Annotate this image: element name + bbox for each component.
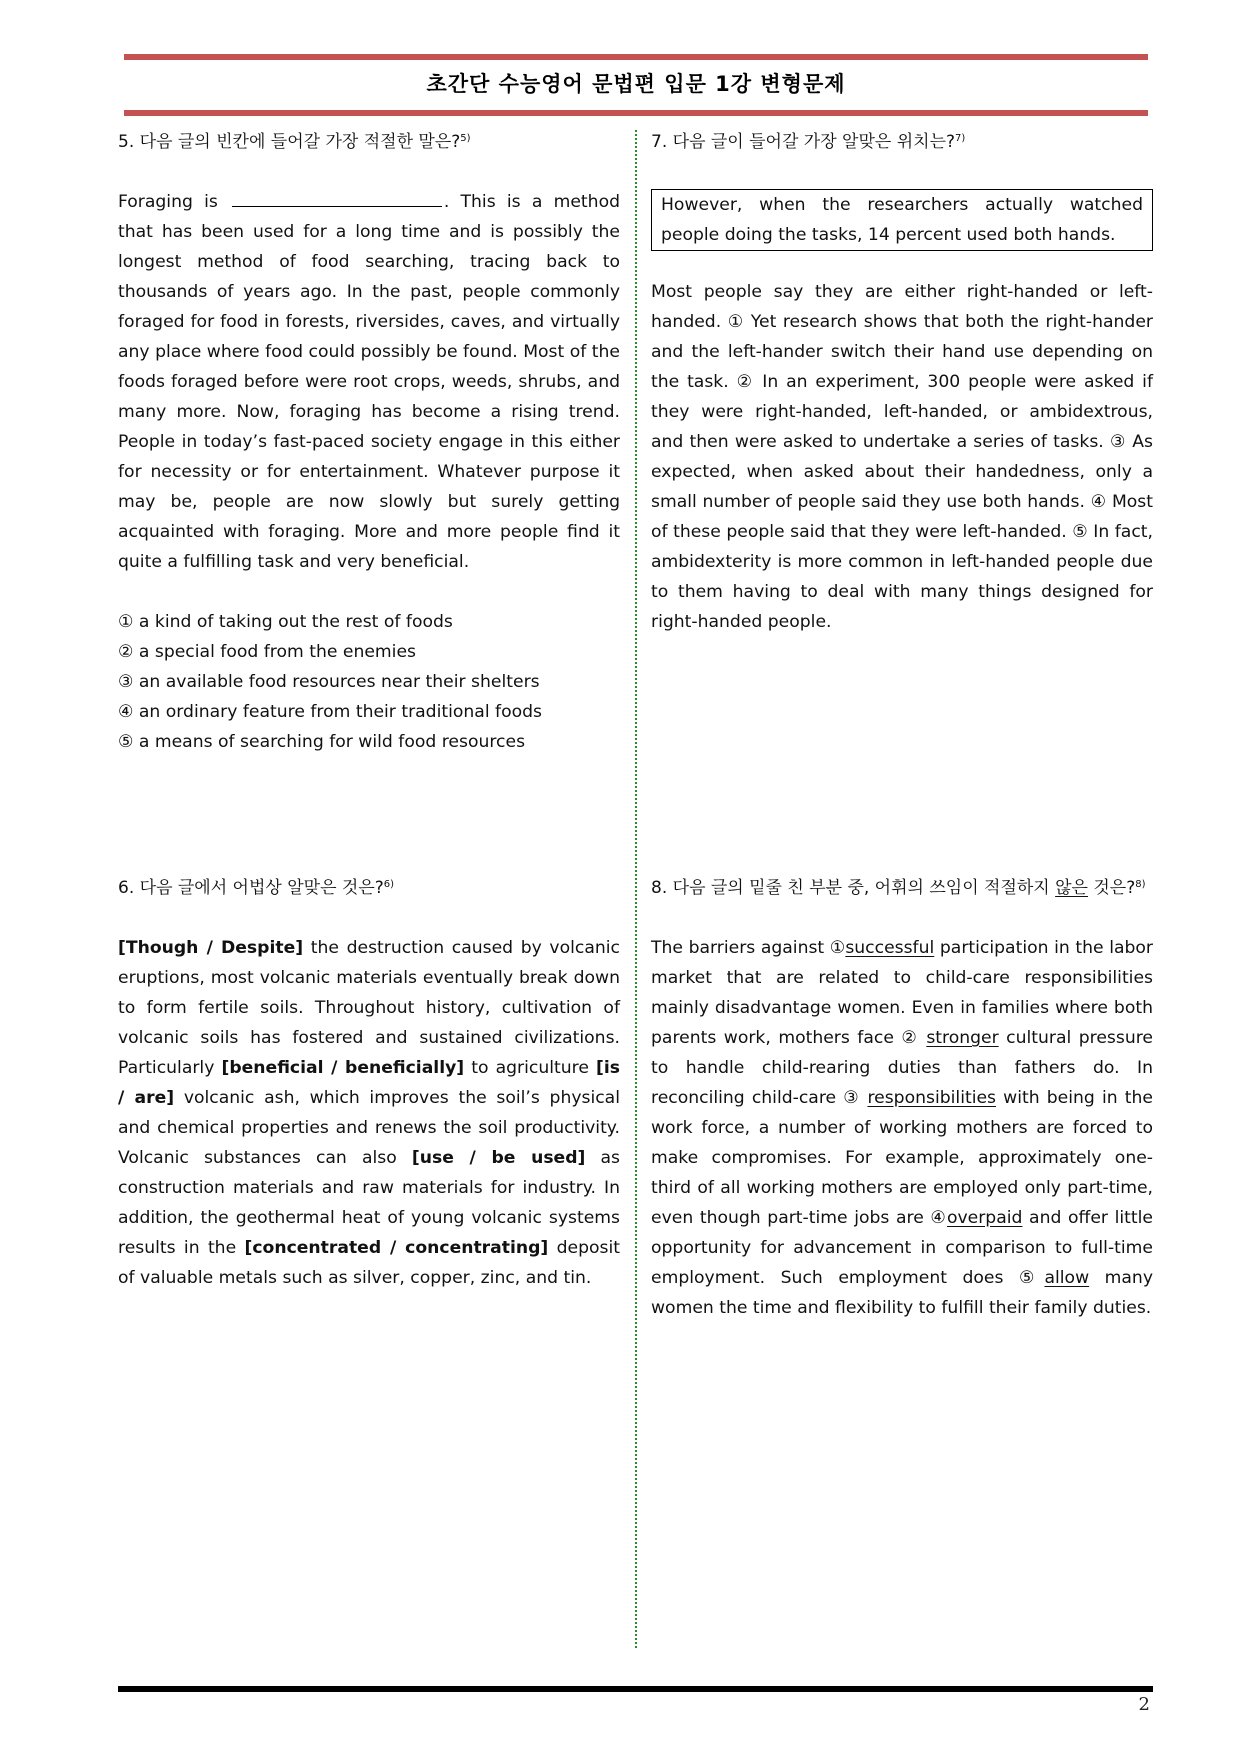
page-title: 초간단 수능영어 문법편 입문 1강 변형문제 (426, 72, 846, 96)
grammar-choice[interactable]: [is / are] (118, 1058, 620, 1108)
question-prompt: 것은? (1087, 878, 1136, 898)
passage-text: participation in the labor market that are related to child-care responsibilities mainly disadvantage women. Even in families where both parents work, mothers face ② (651, 938, 1153, 1048)
underlined-word[interactable]: stronger (926, 1028, 999, 1048)
column-divider (635, 130, 637, 1648)
question-number: 5. (118, 132, 135, 152)
grammar-choice[interactable]: [Though / Despite] (118, 938, 304, 958)
passage-text: with being in the work force, a number of working mothers are forced to make compromises. For example, approximately one-third of all working mothers are employed only part-time, even though part-time jobs are ④ (651, 1088, 1153, 1228)
question-6-heading (118, 870, 620, 903)
question-prompt: 다음 글의 빈칸에 들어갈 가장 적절한 말은? (139, 132, 461, 152)
header-top-rule (124, 54, 1148, 60)
footnote-ref: 6) (383, 879, 395, 890)
passage-text: deposit of valuable metals such as silver, copper, zinc, and tin. (118, 1238, 620, 1288)
question-7 (651, 124, 1153, 637)
question-5-passage (118, 187, 620, 577)
passage-text: the destruction caused by volcanic eruptions, most volcanic materials eventually break down to form fertile soils. Throughout history, cultivation of volcanic soils has fostered and sustained civilizations. Particularly (118, 938, 620, 1078)
footnote-ref: 7) (955, 133, 966, 144)
underlined-word[interactable]: overpaid (946, 1208, 1023, 1228)
question-5 (118, 124, 620, 757)
question-5-heading (118, 124, 620, 157)
choice-3[interactable]: ③ an available food resources near their shelters (118, 672, 540, 692)
question-prompt: 다음 글이 들어갈 가장 알맞은 위치는? (672, 132, 956, 152)
answer-blank (232, 188, 442, 207)
footnote-ref: 5) (460, 133, 471, 144)
passage-text: cultural pressure to handle child-rearing duties than fathers do. In reconciling child-care ③ (651, 1028, 1153, 1108)
underlined-word[interactable]: responsibilities (867, 1088, 997, 1108)
passage-text: to agriculture (464, 1058, 597, 1078)
passage-text: and offer little opportunity for advancement in comparison to full-time employment. Such employment does ⑤ (651, 1208, 1153, 1288)
choice-2[interactable]: ② a special food from the enemies (118, 642, 416, 662)
question-6 (118, 870, 620, 1293)
question-number: 6. (118, 878, 135, 898)
grammar-choice[interactable]: [beneficial / beneficially] (221, 1058, 465, 1078)
page-number: 2 (1138, 1694, 1150, 1715)
footnote-ref: 8) (1135, 879, 1146, 890)
question-number: 8. (651, 878, 668, 898)
insert-sentence-box: However, when the researchers actually watched people doing the tasks, 14 percent used both hands. (651, 189, 1153, 251)
choice-4[interactable]: ④ an ordinary feature from their traditional foods (118, 702, 543, 722)
question-prompt: 다음 글에서 어법상 알맞은 것은? (139, 878, 384, 898)
header-bottom-rule (124, 110, 1148, 116)
footer-rule (118, 1686, 1153, 1692)
passage-text: The barriers against ① (651, 938, 846, 958)
question-5-choices (118, 607, 620, 757)
underlined-word[interactable]: successful (845, 938, 935, 958)
grammar-choice[interactable]: [concentrated / concentrating] (244, 1238, 549, 1258)
passage-text: as construction materials and raw materials for industry. In addition, the geothermal heat of young volcanic systems results in the (118, 1148, 621, 1258)
passage-text: many women the time and flexibility to fulfill their family duties. (651, 1268, 1153, 1318)
question-prompt-emphasis: 않은 (1055, 878, 1088, 898)
question-6-passage (118, 933, 620, 1293)
underlined-word[interactable]: allow (1044, 1268, 1090, 1288)
choice-1[interactable]: ① a kind of taking out the rest of foods (118, 612, 453, 632)
passage-text: volcanic ash, which improves the soil’s physical and chemical properties and renews the soil productivity. Volcanic substances can also (118, 1088, 620, 1168)
question-8 (651, 870, 1153, 1323)
choice-5[interactable]: ⑤ a means of searching for wild food resources (118, 732, 526, 752)
question-number: 7. (651, 132, 668, 152)
question-7-heading (651, 124, 1153, 157)
question-8-heading (651, 870, 1153, 903)
question-7-passage: Most people say they are either right-handed or left-handed. ① Yet research shows that both the right-hander and the left-hander switch their hand use depending on the task. ② In an experiment, 300 people were asked if they were right-handed, left-handed, or ambidextrous, and then were asked to undertake a series of tasks. ③ As expected, when asked about their handedness, only a small number of people said they use both hands. ④ Most of these people said that they were left-handed. ⑤ In fact, ambidexterity is more common in left-handed people due to them having to deal with many things designed for right-handed people. (651, 282, 1153, 632)
question-8-passage (651, 933, 1153, 1323)
passage-text: . This is a method that has been used for a long time and is possibly the longest method of food searching, tracing back to thousands of years ago. In the past, people commonly foraged for food in forests, riversides, caves, and virtually any place where food could possibly be found. Most of the foods foraged before were root crops, weeds, shrubs, and many more. Now, foraging has become a rising trend. People in today’s fast-paced society engage in this either for necessity or for entertainment. Whatever purpose it may be, people are now slowly but surely getting acquainted with foraging. More and more people find it quite a fulfilling task and very beneficial. (118, 192, 620, 572)
question-prompt: 다음 글의 밑줄 친 부분 중, 어휘의 쓰임이 적절하지 (672, 878, 1056, 898)
grammar-choice[interactable]: [use / be used] (411, 1148, 586, 1168)
passage-text: Foraging is (118, 192, 218, 212)
